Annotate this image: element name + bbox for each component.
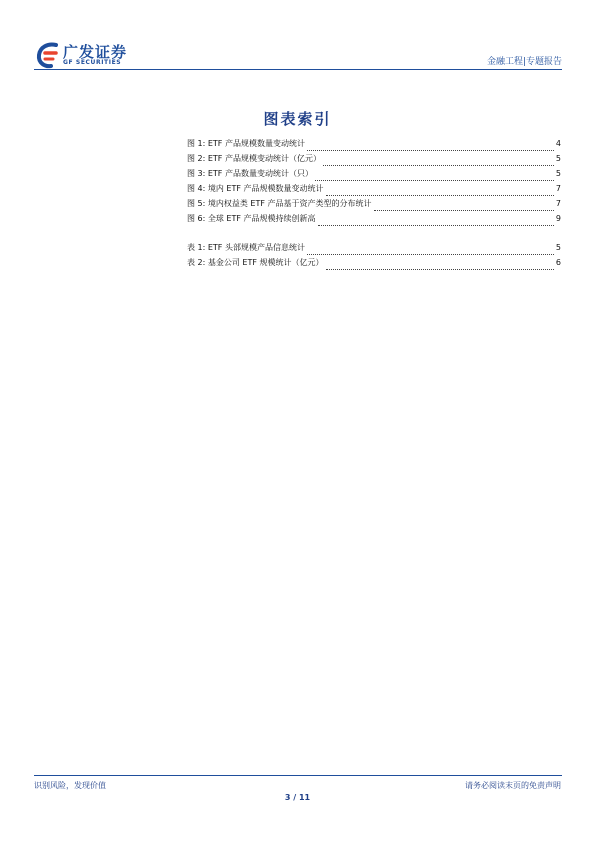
logo-chinese-text: 广发证券 [63, 43, 128, 61]
toc-entry-page: 7 [555, 184, 561, 193]
toc-leader-dots [323, 155, 554, 166]
page-number: 3 / 11 [284, 793, 311, 802]
logo-english-text: GF SECURITIES [63, 59, 122, 66]
toc-entry-figure-1[interactable] [187, 136, 561, 151]
toc-entry-page: 6 [555, 258, 561, 267]
toc-entry-page: 7 [555, 199, 561, 208]
toc-entry-figure-2[interactable] [187, 151, 561, 166]
toc-leader-dots [307, 244, 554, 255]
figure-table-index [187, 136, 561, 270]
toc-entry-table-2[interactable] [187, 255, 561, 270]
report-type-label: 金融工程|专题报告 [486, 57, 562, 67]
header-divider [34, 69, 562, 70]
toc-entry-page: 5 [555, 169, 561, 178]
toc-entry-label: 图 2: ETF 产品规模变动统计（亿元） [187, 154, 321, 163]
toc-entry-label: 表 1: ETF 头部规模产品信息统计 [187, 243, 305, 252]
gf-logo-icon [34, 41, 62, 69]
toc-leader-dots [326, 185, 554, 196]
toc-leader-dots [318, 215, 554, 226]
footer-disclaimer-notice[interactable]: 请务必阅读末页的免责声明 [465, 781, 561, 790]
toc-entry-table-1[interactable] [187, 240, 561, 255]
toc-entry-label: 图 3: ETF 产品数量变动统计（只） [187, 169, 313, 178]
toc-entry-page: 9 [555, 214, 561, 223]
footer-slogan: 识别风险，发现价值 [34, 781, 106, 790]
page-header [34, 40, 562, 70]
toc-entry-figure-5[interactable] [187, 196, 561, 211]
toc-entry-figure-4[interactable] [187, 181, 561, 196]
toc-entry-label: 图 5: 境内权益类 ETF 产品基于资产类型的分布统计 [187, 199, 372, 208]
toc-leader-dots [326, 259, 554, 270]
toc-entry-label: 图 1: ETF 产品规模数量变动统计 [187, 139, 305, 148]
toc-leader-dots [374, 200, 554, 211]
footer-divider [34, 775, 562, 776]
toc-entry-figure-3[interactable] [187, 166, 561, 181]
toc-entry-page: 4 [555, 139, 561, 148]
toc-entry-page: 5 [555, 154, 561, 163]
toc-leader-dots [307, 140, 554, 151]
toc-section-gap [187, 226, 561, 240]
toc-entry-label: 表 2: 基金公司 ETF 规模统计（亿元） [187, 258, 324, 267]
toc-entry-page: 5 [555, 243, 561, 252]
toc-entry-label: 图 6: 全球 ETF 产品规模持续创新高 [187, 214, 316, 223]
toc-entry-figure-6[interactable] [187, 211, 561, 226]
toc-entry-label: 图 4: 境内 ETF 产品规模数量变动统计 [187, 184, 324, 193]
toc-title: 图表索引 [263, 110, 332, 128]
toc-leader-dots [315, 170, 554, 181]
